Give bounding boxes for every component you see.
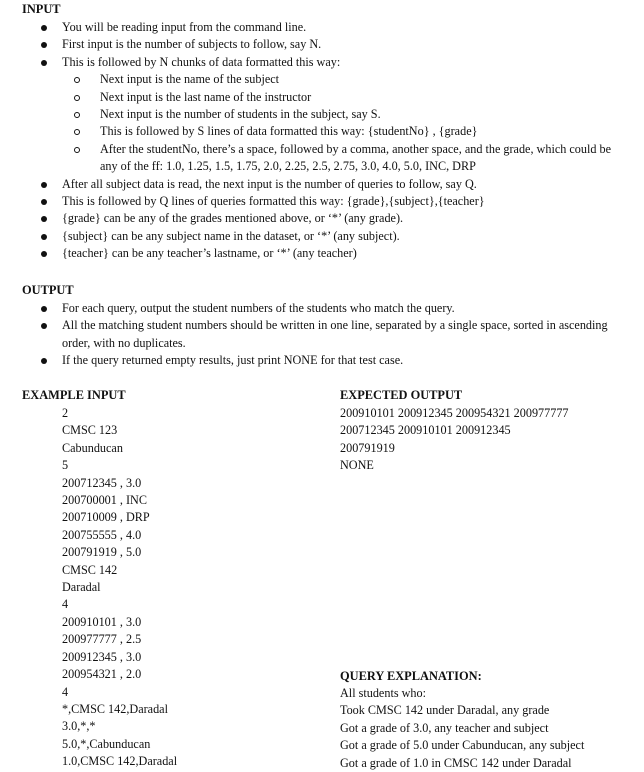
query-explanation-heading: QUERY EXPLANATION:	[340, 669, 482, 683]
example-input-line: 5	[62, 458, 69, 473]
bullet-item	[22, 352, 622, 369]
expected-output-heading: EXPECTED OUTPUT	[340, 388, 463, 402]
bullet-item	[22, 19, 622, 36]
example-input-line: CMSC 142	[62, 562, 118, 577]
bullet-text: This is followed by N chunks of data formatted this way:	[62, 54, 341, 69]
sub-bullet-item: Next input is the number of students in the subject, say S.	[62, 106, 622, 123]
example-input-line: *,CMSC 142,Daradal	[62, 701, 168, 716]
bullet-text: You will be reading input from the command line.	[62, 20, 307, 34]
query-explanation-line: Got a grade of 3.0, any teacher and subject	[340, 720, 549, 735]
output-heading: OUTPUT	[22, 283, 74, 297]
sub-bullet-list	[62, 71, 622, 175]
bullet-text: All the matching student numbers should be written in one line, separated by a single space, sorted in ascending order, with no duplicates.	[62, 318, 608, 350]
sub-bullet-item: Next input is the name of the subject	[62, 71, 622, 88]
example-input-line: 2	[62, 406, 69, 420]
example-input-line: 5.0,*,Cabunducan	[62, 736, 151, 751]
example-input-line: 200755555 , 4.0	[62, 527, 142, 542]
query-explanation-lines	[340, 685, 584, 772]
example-input-line: CMSC 123	[62, 423, 118, 438]
bullet-item	[22, 300, 622, 317]
sub-bullet-item: This is followed by S lines of data formatted this way: {studentNo} , {grade}	[62, 123, 622, 140]
bullet-text: First input is the number of subjects to follow, say N.	[62, 37, 322, 52]
bullet-item	[22, 54, 622, 176]
example-input-lines	[62, 405, 177, 771]
bullet-item	[22, 245, 622, 262]
bullet-text: After all subject data is read, the next input is the number of queries to follow, say Q.	[62, 176, 477, 191]
input-heading: INPUT	[22, 2, 61, 16]
sub-bullet-item: After the studentNo, there’s a space, followed by a comma, another space, and the grade, which could be any of the ff: 1.0, 1.25, 1.5, 1.75, 2.0, 2.25, 2.5, 2.75, 3.0, 4.0, 5.0, INC, DRP	[62, 141, 622, 176]
example-input-line: 200700001 , INC	[62, 493, 147, 508]
example-input-line: 3.0,*,*	[62, 719, 96, 734]
example-input-line: 4	[62, 597, 69, 612]
expected-output-line: 200712345 200910101 200912345	[340, 423, 511, 438]
example-input-line: 200977777 , 2.5	[62, 632, 142, 647]
example-input-line: 200910101 , 3.0	[62, 614, 142, 629]
example-input-line: 200954321 , 2.0	[62, 667, 142, 682]
bullet-item	[22, 36, 622, 53]
example-input-line: 200791919 , 5.0	[62, 545, 142, 560]
example-input-line: 4	[62, 684, 69, 699]
example-input-line: 200710009 , DRP	[62, 510, 150, 525]
input-rules-list	[22, 19, 622, 263]
expected-output-line: NONE	[340, 458, 374, 473]
example-input-line: Cabunducan	[62, 440, 123, 455]
bullet-item	[22, 228, 622, 245]
query-explanation-line: Took CMSC 142 under Daradal, any grade	[340, 703, 550, 718]
output-rules-list	[22, 300, 622, 370]
example-input-line: Daradal	[62, 580, 101, 595]
query-explanation-line: Got a grade of 5.0 under Cabunducan, any subject	[340, 738, 585, 753]
expected-output-line: 200910101 200912345 200954321 200977777	[340, 406, 569, 420]
bullet-item	[22, 210, 622, 227]
example-input-line: 200912345 , 3.0	[62, 649, 142, 664]
bullet-text: This is followed by Q lines of queries formatted this way: {grade},{subject},{teacher}	[62, 194, 485, 209]
sub-bullet-item: Next input is the last name of the instructor	[62, 89, 622, 106]
example-input-line: 1.0,CMSC 142,Daradal	[62, 754, 178, 769]
bullet-item	[22, 176, 622, 193]
example-input-line: 200712345 , 3.0	[62, 475, 142, 490]
expected-output-lines	[340, 405, 569, 475]
bullet-text: {subject} can be any subject name in the dataset, or ‘*’ (any subject).	[62, 228, 400, 243]
bullet-item	[22, 193, 622, 210]
query-explanation-line: Got a grade of 1.0 in CMSC 142 under Daradal	[340, 755, 572, 770]
bullet-text: {grade} can be any of the grades mentioned above, or ‘*’ (any grade).	[62, 211, 404, 226]
bullet-text: {teacher} can be any teacher’s lastname, or ‘*’ (any teacher)	[62, 246, 357, 261]
example-input-heading: EXAMPLE INPUT	[22, 388, 126, 402]
expected-output-line: 200791919	[340, 440, 395, 455]
bullet-text: If the query returned empty results, just print NONE for that test case.	[62, 353, 404, 368]
bullet-text: For each query, output the student numbers of the students who match the query.	[62, 301, 455, 315]
query-explanation-line: All students who:	[340, 686, 426, 700]
bullet-item	[22, 317, 622, 352]
